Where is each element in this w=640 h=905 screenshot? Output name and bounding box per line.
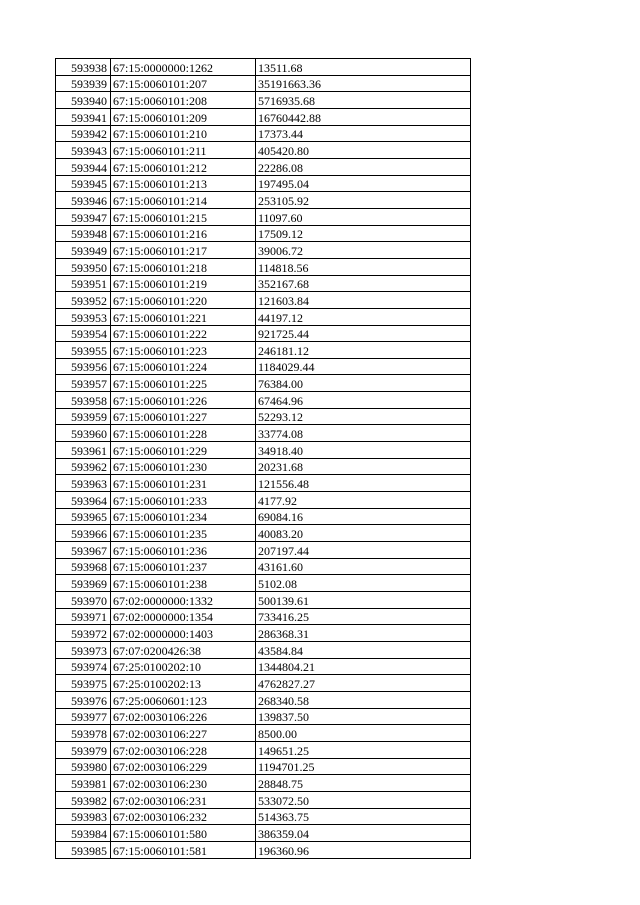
row-number-cell: 593951 — [56, 275, 111, 292]
value-cell: 43584.84 — [256, 641, 471, 658]
table-row — [56, 608, 471, 625]
row-number-cell: 593971 — [56, 608, 111, 625]
value-cell: 44197.12 — [256, 308, 471, 325]
value-cell: 17509.12 — [256, 225, 471, 242]
row-number-cell: 593958 — [56, 392, 111, 409]
value-cell: 20231.68 — [256, 458, 471, 475]
row-number-cell: 593957 — [56, 375, 111, 392]
row-number-cell: 593945 — [56, 175, 111, 192]
cadastral-number-cell: 67:15:0060101:229 — [111, 442, 256, 459]
row-number-cell: 593962 — [56, 458, 111, 475]
row-number-cell: 593975 — [56, 675, 111, 692]
cadastral-number-cell: 67:15:0060101:208 — [111, 92, 256, 109]
value-cell: 39006.72 — [256, 242, 471, 259]
table-row — [56, 142, 471, 159]
table-row — [56, 542, 471, 559]
value-cell: 1344804.21 — [256, 658, 471, 675]
table-row — [56, 292, 471, 309]
row-number-cell: 593940 — [56, 92, 111, 109]
row-number-cell: 593965 — [56, 508, 111, 525]
cadastral-number-cell: 67:15:0060101:580 — [111, 825, 256, 842]
table-row — [56, 641, 471, 658]
cadastral-number-cell: 67:15:0060101:581 — [111, 841, 256, 858]
value-cell: 1184029.44 — [256, 358, 471, 375]
cadastral-number-cell: 67:15:0060101:236 — [111, 542, 256, 559]
table-row — [56, 392, 471, 409]
table-row — [56, 425, 471, 442]
row-number-cell: 593943 — [56, 142, 111, 159]
table-row — [56, 775, 471, 792]
cadastral-number-cell: 67:15:0060101:230 — [111, 458, 256, 475]
cadastral-number-cell: 67:15:0060101:215 — [111, 208, 256, 225]
value-cell: 4177.92 — [256, 492, 471, 509]
cadastral-number-cell: 67:15:0060101:238 — [111, 575, 256, 592]
table-row — [56, 841, 471, 858]
cadastral-number-cell: 67:15:0060101:212 — [111, 158, 256, 175]
table-row — [56, 308, 471, 325]
value-cell: 207197.44 — [256, 542, 471, 559]
table-row — [56, 741, 471, 758]
row-number-cell: 593938 — [56, 59, 111, 76]
value-cell: 121556.48 — [256, 475, 471, 492]
value-cell: 149651.25 — [256, 741, 471, 758]
cadastral-number-cell: 67:15:0060101:209 — [111, 108, 256, 125]
row-number-cell: 593955 — [56, 342, 111, 359]
cadastral-number-cell: 67:15:0060101:213 — [111, 175, 256, 192]
cadastral-number-cell: 67:15:0060101:233 — [111, 492, 256, 509]
cadastral-number-cell: 67:15:0060101:214 — [111, 192, 256, 209]
row-number-cell: 593952 — [56, 292, 111, 309]
value-cell: 114818.56 — [256, 258, 471, 275]
value-cell: 286368.31 — [256, 625, 471, 642]
table-row — [56, 691, 471, 708]
cadastral-number-cell: 67:02:0000000:1403 — [111, 625, 256, 642]
value-cell: 28848.75 — [256, 775, 471, 792]
cadastral-number-cell: 67:15:0060101:234 — [111, 508, 256, 525]
row-number-cell: 593939 — [56, 75, 111, 92]
row-number-cell: 593959 — [56, 408, 111, 425]
row-number-cell: 593944 — [56, 158, 111, 175]
cadastral-number-cell: 67:15:0060101:225 — [111, 375, 256, 392]
cadastral-number-cell: 67:02:0030106:228 — [111, 741, 256, 758]
table-row — [56, 59, 471, 76]
cadastral-value-table — [55, 58, 471, 859]
row-number-cell: 593978 — [56, 725, 111, 742]
value-cell: 4762827.27 — [256, 675, 471, 692]
cadastral-number-cell: 67:15:0060101:211 — [111, 142, 256, 159]
cadastral-number-cell: 67:15:0000000:1262 — [111, 59, 256, 76]
value-cell: 386359.04 — [256, 825, 471, 842]
table-row — [56, 575, 471, 592]
table-body — [56, 59, 471, 859]
value-cell: 11097.60 — [256, 208, 471, 225]
table-row — [56, 258, 471, 275]
value-cell: 533072.50 — [256, 791, 471, 808]
value-cell: 253105.92 — [256, 192, 471, 209]
cadastral-number-cell: 67:02:0030106:227 — [111, 725, 256, 742]
table-row — [56, 92, 471, 109]
table-row — [56, 442, 471, 459]
value-cell: 921725.44 — [256, 325, 471, 342]
row-number-cell: 593979 — [56, 741, 111, 758]
value-cell: 268340.58 — [256, 691, 471, 708]
value-cell: 8500.00 — [256, 725, 471, 742]
value-cell: 13511.68 — [256, 59, 471, 76]
cadastral-number-cell: 67:02:0030106:229 — [111, 758, 256, 775]
cadastral-number-cell: 67:15:0060101:223 — [111, 342, 256, 359]
value-cell: 69084.16 — [256, 508, 471, 525]
table-row — [56, 525, 471, 542]
cadastral-number-cell: 67:02:0030106:231 — [111, 791, 256, 808]
row-number-cell: 593956 — [56, 358, 111, 375]
table-row — [56, 475, 471, 492]
table-row — [56, 125, 471, 142]
value-cell: 514363.75 — [256, 808, 471, 825]
value-cell: 405420.80 — [256, 142, 471, 159]
row-number-cell: 593942 — [56, 125, 111, 142]
value-cell: 197495.04 — [256, 175, 471, 192]
cadastral-number-cell: 67:15:0060101:207 — [111, 75, 256, 92]
value-cell: 1194701.25 — [256, 758, 471, 775]
row-number-cell: 593966 — [56, 525, 111, 542]
table-row — [56, 625, 471, 642]
row-number-cell: 593981 — [56, 775, 111, 792]
row-number-cell: 593947 — [56, 208, 111, 225]
table-row — [56, 791, 471, 808]
row-number-cell: 593980 — [56, 758, 111, 775]
table-row — [56, 408, 471, 425]
value-cell: 196360.96 — [256, 841, 471, 858]
table-row — [56, 208, 471, 225]
value-cell: 40083.20 — [256, 525, 471, 542]
row-number-cell: 593970 — [56, 592, 111, 609]
table-row — [56, 458, 471, 475]
row-number-cell: 593946 — [56, 192, 111, 209]
value-cell: 5716935.68 — [256, 92, 471, 109]
value-cell: 43161.60 — [256, 558, 471, 575]
value-cell: 17373.44 — [256, 125, 471, 142]
row-number-cell: 593984 — [56, 825, 111, 842]
row-number-cell: 593963 — [56, 475, 111, 492]
cadastral-number-cell: 67:25:0100202:10 — [111, 658, 256, 675]
cadastral-number-cell: 67:25:0060601:123 — [111, 691, 256, 708]
value-cell: 16760442.88 — [256, 108, 471, 125]
row-number-cell: 593964 — [56, 492, 111, 509]
row-number-cell: 593972 — [56, 625, 111, 642]
table-row — [56, 175, 471, 192]
row-number-cell: 593948 — [56, 225, 111, 242]
row-number-cell: 593976 — [56, 691, 111, 708]
cadastral-number-cell: 67:15:0060101:231 — [111, 475, 256, 492]
cadastral-number-cell: 67:25:0100202:13 — [111, 675, 256, 692]
cadastral-number-cell: 67:02:0000000:1332 — [111, 592, 256, 609]
value-cell: 34918.40 — [256, 442, 471, 459]
row-number-cell: 593941 — [56, 108, 111, 125]
table-row — [56, 242, 471, 259]
row-number-cell: 593954 — [56, 325, 111, 342]
table-row — [56, 592, 471, 609]
value-cell: 5102.08 — [256, 575, 471, 592]
cadastral-number-cell: 67:15:0060101:217 — [111, 242, 256, 259]
row-number-cell: 593968 — [56, 558, 111, 575]
table-row — [56, 725, 471, 742]
row-number-cell: 593960 — [56, 425, 111, 442]
value-cell: 76384.00 — [256, 375, 471, 392]
cadastral-number-cell: 67:15:0060101:227 — [111, 408, 256, 425]
cadastral-number-cell: 67:15:0060101:216 — [111, 225, 256, 242]
table-row — [56, 375, 471, 392]
table-row — [56, 708, 471, 725]
cadastral-number-cell: 67:15:0060101:237 — [111, 558, 256, 575]
table-row — [56, 75, 471, 92]
cadastral-number-cell: 67:15:0060101:222 — [111, 325, 256, 342]
cadastral-number-cell: 67:02:0030106:232 — [111, 808, 256, 825]
row-number-cell: 593974 — [56, 658, 111, 675]
value-cell: 33774.08 — [256, 425, 471, 442]
value-cell: 352167.68 — [256, 275, 471, 292]
table-row — [56, 658, 471, 675]
cadastral-number-cell: 67:15:0060101:235 — [111, 525, 256, 542]
row-number-cell: 593985 — [56, 841, 111, 858]
cadastral-number-cell: 67:15:0060101:210 — [111, 125, 256, 142]
table-row — [56, 808, 471, 825]
table-row — [56, 342, 471, 359]
cadastral-number-cell: 67:15:0060101:226 — [111, 392, 256, 409]
row-number-cell: 593967 — [56, 542, 111, 559]
row-number-cell: 593950 — [56, 258, 111, 275]
value-cell: 139837.50 — [256, 708, 471, 725]
row-number-cell: 593953 — [56, 308, 111, 325]
cadastral-number-cell: 67:15:0060101:219 — [111, 275, 256, 292]
table-row — [56, 492, 471, 509]
table-row — [56, 825, 471, 842]
cadastral-number-cell: 67:15:0060101:228 — [111, 425, 256, 442]
row-number-cell: 593983 — [56, 808, 111, 825]
table-row — [56, 758, 471, 775]
cadastral-number-cell: 67:15:0060101:224 — [111, 358, 256, 375]
value-cell: 67464.96 — [256, 392, 471, 409]
cadastral-number-cell: 67:15:0060101:218 — [111, 258, 256, 275]
value-cell: 121603.84 — [256, 292, 471, 309]
row-number-cell: 593969 — [56, 575, 111, 592]
table-row — [56, 225, 471, 242]
cadastral-number-cell: 67:07:0200426:38 — [111, 641, 256, 658]
row-number-cell: 593949 — [56, 242, 111, 259]
value-cell: 246181.12 — [256, 342, 471, 359]
cadastral-number-cell: 67:02:0030106:226 — [111, 708, 256, 725]
table-row — [56, 158, 471, 175]
table-row — [56, 192, 471, 209]
cadastral-number-cell: 67:02:0030106:230 — [111, 775, 256, 792]
row-number-cell: 593961 — [56, 442, 111, 459]
row-number-cell: 593973 — [56, 641, 111, 658]
table-row — [56, 508, 471, 525]
cadastral-number-cell: 67:15:0060101:221 — [111, 308, 256, 325]
value-cell: 22286.08 — [256, 158, 471, 175]
table-row — [56, 558, 471, 575]
table-row — [56, 275, 471, 292]
cadastral-number-cell: 67:02:0000000:1354 — [111, 608, 256, 625]
row-number-cell: 593977 — [56, 708, 111, 725]
value-cell: 35191663.36 — [256, 75, 471, 92]
table-row — [56, 108, 471, 125]
value-cell: 733416.25 — [256, 608, 471, 625]
table-row — [56, 675, 471, 692]
value-cell: 500139.61 — [256, 592, 471, 609]
value-cell: 52293.12 — [256, 408, 471, 425]
row-number-cell: 593982 — [56, 791, 111, 808]
cadastral-number-cell: 67:15:0060101:220 — [111, 292, 256, 309]
table-row — [56, 358, 471, 375]
table-row — [56, 325, 471, 342]
